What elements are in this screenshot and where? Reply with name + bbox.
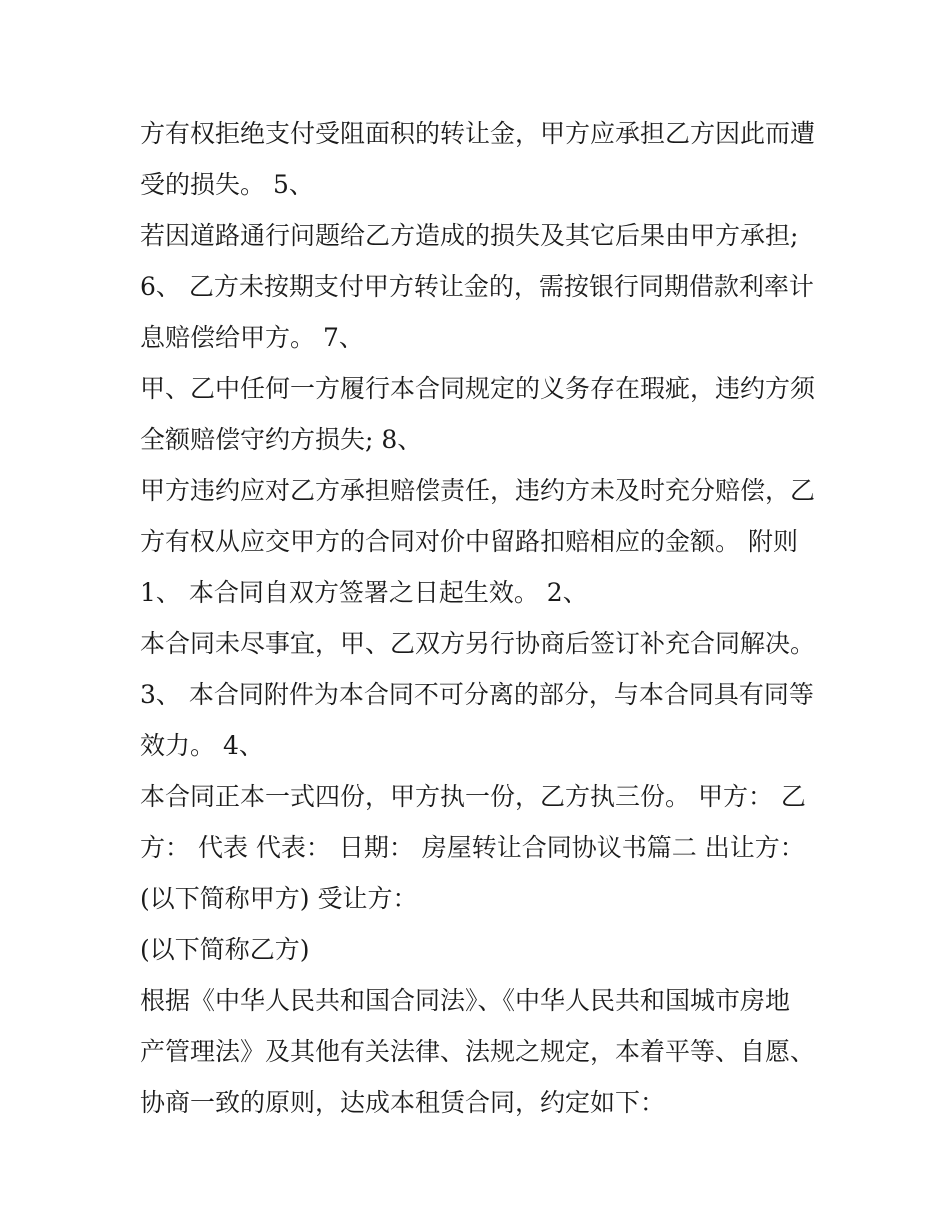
text-line: 效力。 4、 [140, 731, 264, 760]
text-line: 协商一致的原则，达成本租赁合同，约定如下： [140, 1088, 666, 1117]
text-line: 息赔偿给甲方。 7、 [140, 323, 364, 352]
text-line: 全额赔偿守约方损失; 8、 [140, 425, 423, 454]
text-line: 方有权拒绝支付受阻面积的转让金，甲方应承担乙方因此而遭 [140, 119, 816, 148]
text-line: (以下简称乙方) [140, 935, 310, 964]
text-line: 方： 代表 代表： 日期： 房屋转让合同协议书篇二 出让方： [140, 833, 805, 862]
text-line: 甲、乙中任何一方履行本合同规定的义务存在瑕疵，违约方须 [140, 374, 816, 403]
text-line: 本合同未尽事宜，甲、乙双方另行协商后签订补充合同解决。 [140, 629, 816, 658]
text-line: 甲方违约应对乙方承担赔偿责任，违约方未及时充分赔偿，乙 [140, 476, 816, 505]
text-line: 方有权从应交甲方的合同对价中留路扣赔相应的金额。 附则 [140, 527, 798, 556]
text-line: 根据《中华人民共和国合同法》、《中华人民共和国城市房地 [140, 986, 791, 1015]
text-line: (以下简称甲方) 受让方： [140, 884, 418, 913]
document-body [140, 108, 830, 1128]
text-line: 受的损失。 5、 [140, 170, 314, 199]
text-line: 本合同正本一式四份，甲方执一份，乙方执三份。 甲方： 乙 [140, 782, 806, 811]
text-line: 1、 本合同自双方签署之日起生效。 2、 [140, 578, 588, 607]
text-line: 6、 乙方未按期支付甲方转让金的，需按银行同期借款利率计 [140, 272, 814, 301]
text-line: 产管理法》及其他有关法律、法规之规定，本着平等、自愿、 [140, 1037, 816, 1066]
text-line: 若因道路通行问题给乙方造成的损失及其它后果由甲方承担; [140, 221, 799, 250]
text-line: 3、 本合同附件为本合同不可分离的部分，与本合同具有同等 [140, 680, 814, 709]
